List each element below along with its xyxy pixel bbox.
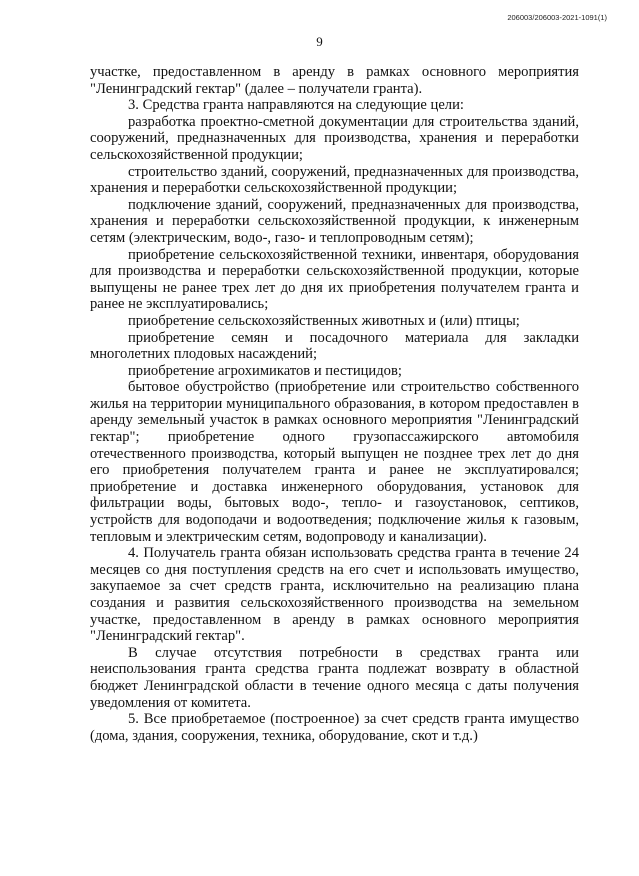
paragraph: приобретение агрохимикатов и пестицидов; (128, 362, 402, 379)
paragraph: В случае отсутствия потребности в средствах гранта или неиспользования гранта средства гранта подлежат возврату в областной бюджет Ленинградской области в течение одного месяца с даты получения уведомления от комитета. (90, 644, 579, 711)
paragraph: бытовое обустройство (приобретение или строительство собственного жилья на территории муниципального образования, в котором предоставлен в аренду земельный участок в рамках основного мероприятия "Ленинградский гектар"; приобретение одного грузопассажирского автомобиля отечественного производства, который выпущен не позднее трех лет до дня его приобретения получателем гранта и ранее не эксплуатировался; приобретение и доставка инженерного оборудования, установок для фильтрации воды, бытовых водо-, тепло- и газоустановок, септиков, устройств для водоподачи и водоотведения; подключение жилья к газовым, тепловым и электрическим сетям, водопроводу и канализации). (90, 379, 579, 545)
page-number: 9 (316, 34, 323, 49)
paragraph: приобретение семян и посадочного материала для закладки многолетних плодовых насаждений; (90, 329, 579, 363)
paragraph: разработка проектно-сметной документации для строительства зданий, сооружений, предназначенных для производства, хранения и переработки сельскохозяйственной продукции; (90, 113, 579, 163)
paragraph: подключение зданий, сооружений, предназначенных для производства, хранения и переработки сельскохозяйственной продукции, к инженерным сетям (электрическим, водо-, газо- и теплопроводным сетям); (90, 196, 579, 246)
document-id: 206003/206003-2021-1091(1) (507, 13, 607, 22)
paragraph: 3. Средства гранта направляются на следующие цели: (128, 97, 464, 114)
paragraph: 5. Все приобретаемое (построенное) за счет средств гранта имущество (дома, здания, сооружения, техника, оборудование, скот и т.д.) (90, 711, 579, 744)
paragraph: 4. Получатель гранта обязан использовать средства гранта в течение 24 месяцев со дня поступления средств на его счет и использовать имущество, закупаемое за счет средств гранта, исключительно на реализацию плана создания и развития сельскохозяйственного производства на земельном участке, предоставленном в аренду в рамках основного мероприятия "Ленинградский гектар". (90, 545, 579, 645)
paragraph: приобретение сельскохозяйственных животных и (или) птицы; (128, 312, 520, 329)
body-text (90, 64, 579, 744)
paragraph: строительство зданий, сооружений, предназначенных для производства, хранения и переработки сельскохозяйственной продукции; (90, 163, 579, 197)
paragraph: участке, предоставленном в аренду в рамках основного мероприятия "Ленинградский гектар" (далее – получатели гранта). (90, 64, 579, 97)
paragraph: приобретение сельскохозяйственной техники, инвентаря, оборудования для производства и переработки сельскохозяйственной продукции, которые выпущены не ранее трех лет до дня их приобретения получателем гранта и ранее не эксплуатировались; (90, 246, 579, 313)
